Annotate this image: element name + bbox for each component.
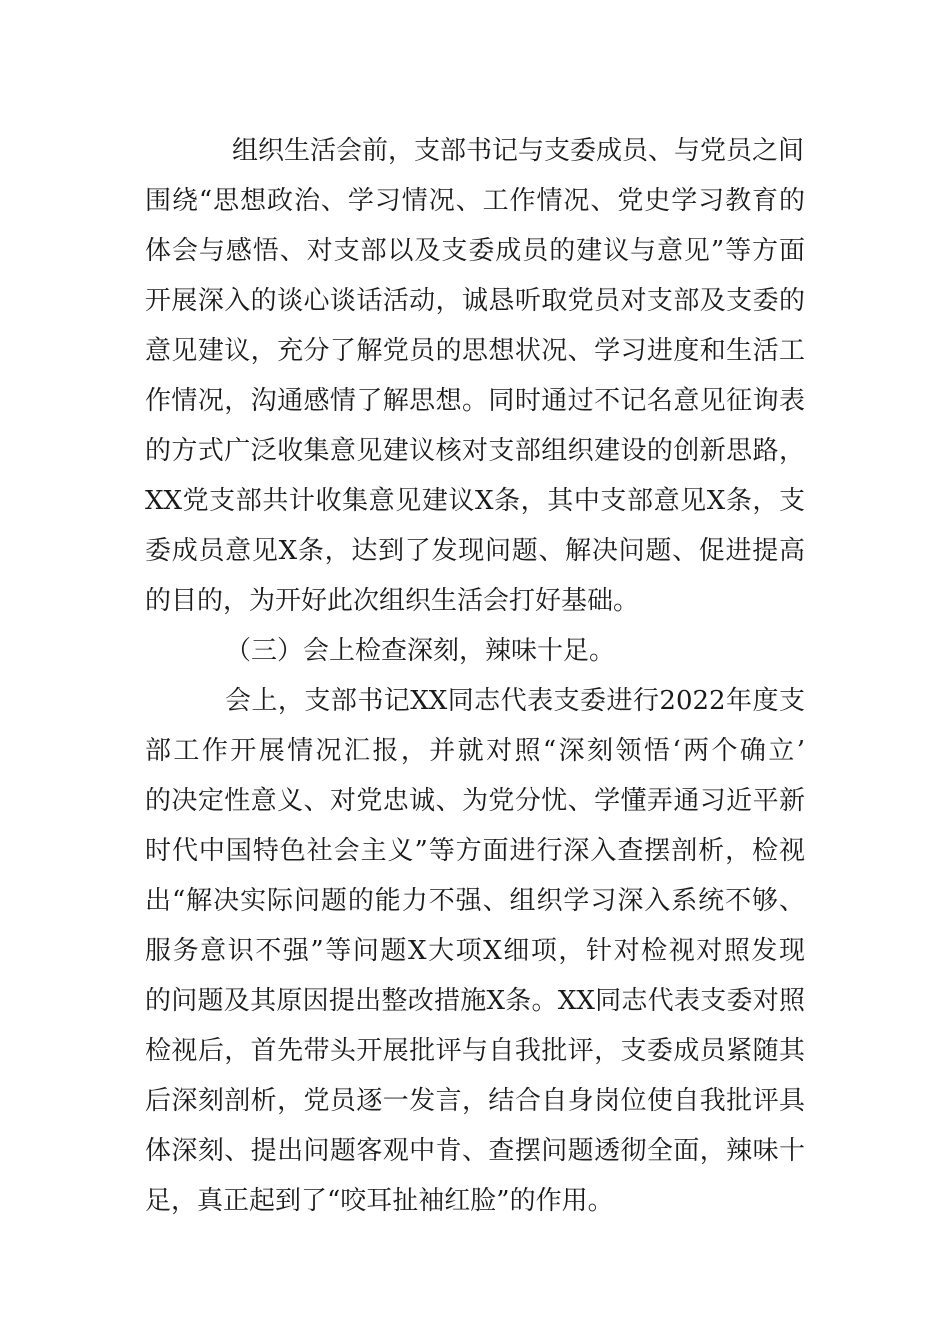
paragraph-line: 的目的，为开好此次组织生活会打好基础。 [145, 586, 640, 616]
paragraph-line: 足，真正起到了“咬耳扯袖红脸”的作用。 [145, 1186, 614, 1216]
paragraph-line: 意见建议，充分了解党员的思想状况、学习进度和生活工 [145, 336, 805, 366]
paragraph-line: 的问题及其原因提出整改措施X条。XX同志代表支委对照 [145, 986, 805, 1016]
paragraph-line: 时代中国特色社会主义”等方面进行深入查摆剖析，检视 [145, 836, 805, 866]
paragraph-line: 的决定性意义、对党忠诚、为党分忧、学懂弄通习近平新 [145, 786, 805, 816]
paragraph-line: 出“解决实际问题的能力不强、组织学习深入系统不够、 [145, 886, 805, 916]
paragraph-line: 会上，支部书记XX同志代表支委进行2022年度支 [225, 686, 805, 716]
paragraph-line: 后深刻剖析，党员逐一发言，结合自身岗位使自我批评具 [145, 1086, 805, 1116]
paragraph-line: 作情况，沟通感情了解思想。同时通过不记名意见征询表 [145, 386, 805, 416]
paragraph-line: 体会与感悟、对支部以及支委成员的建议与意见”等方面 [145, 236, 805, 266]
paragraph-line: 的方式广泛收集意见建议核对支部组织建设的创新思路， [145, 436, 805, 466]
paragraph-line: 组织生活会前，支部书记与支委成员、与党员之间 [232, 136, 805, 166]
paragraph-line: XX党支部共计收集意见建议X条，其中支部意见X条，支 [145, 486, 805, 516]
section-heading: （三）会上检查深刻，辣味十足。 [225, 636, 616, 666]
paragraph-line: 体深刻、提出问题客观中肯、查摆问题透彻全面，辣味十 [145, 1136, 805, 1166]
paragraph-line: 开展深入的谈心谈话活动，诚恳听取党员对支部及支委的 [145, 286, 805, 316]
paragraph-line: 服务意识不强”等问题X大项X细项，针对检视对照发现 [145, 936, 805, 966]
paragraph-line: 检视后，首先带头开展批评与自我批评，支委成员紧随其 [145, 1036, 805, 1066]
paragraph-line: 委成员意见X条，达到了发现问题、解决问题、促进提高 [145, 536, 805, 566]
paragraph-line: 部工作开展情况汇报，并就对照“深刻领悟‘两个确立’ [145, 736, 805, 766]
paragraph-line: 围绕“思想政治、学习情况、工作情况、党史学习教育的 [145, 186, 805, 216]
